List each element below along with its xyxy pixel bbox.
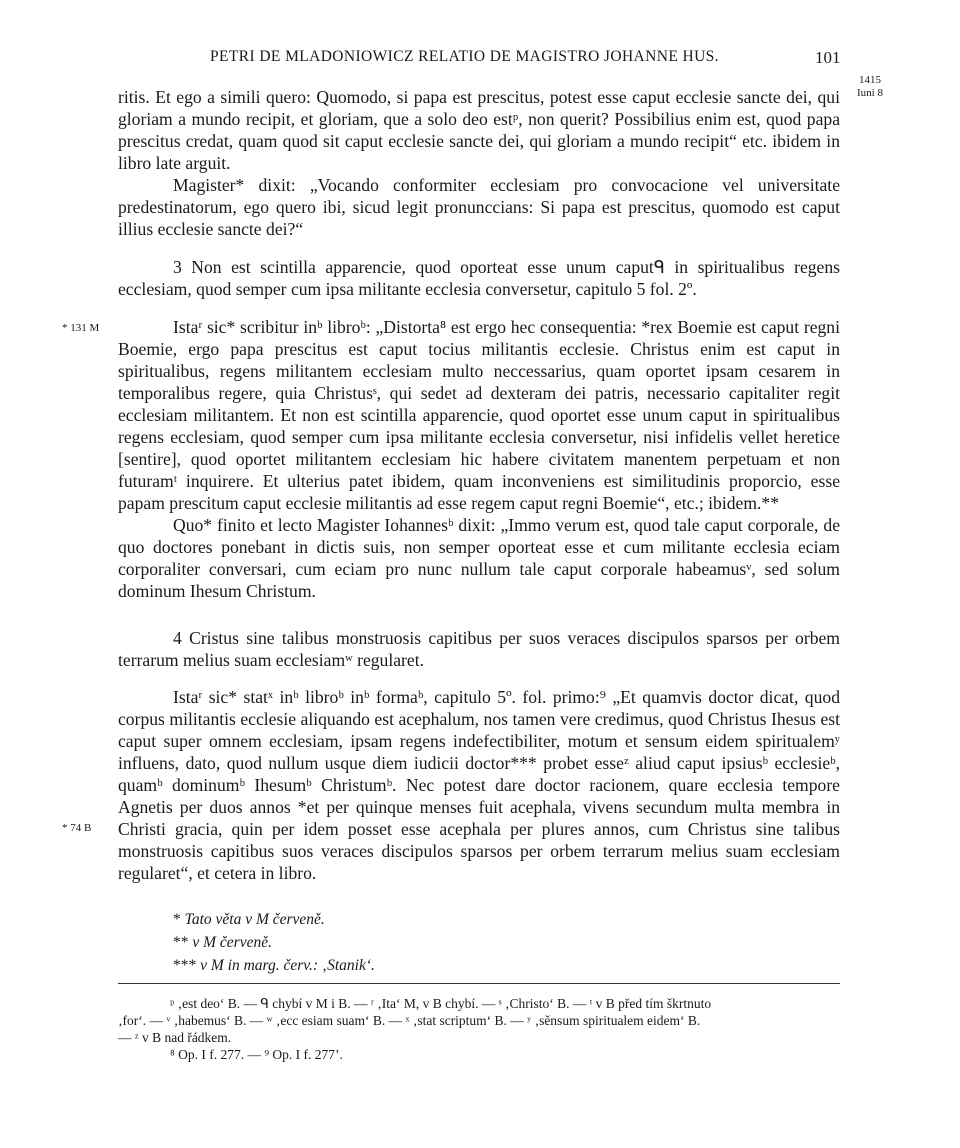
- margin-year: 1415: [858, 74, 881, 86]
- star-note-3: [173, 954, 375, 977]
- star-mark: **: [173, 934, 189, 951]
- star-note-1: [173, 908, 375, 931]
- star-note-text: v M in marg. červ.: ‚Stanik‘.: [200, 957, 375, 974]
- article-heading: 4 Cristus sine talibus monstruosis capitibus per suos veraces discipulos sparsos per orbem terrarum melius suam ecclesiamʷ regularet.: [118, 628, 840, 670]
- margin-date: Iuni 8: [857, 87, 883, 99]
- paragraph-3: [118, 316, 840, 602]
- star-note-text: Tato věta v M červeně.: [184, 911, 325, 928]
- paragraph-text: Istaʳ sic* scribitur inᵇ libroᵇ: „Distorta⁸ est ergo hec consequentia: *rex Boemie est caput regni Boemie, ergo papa prescitus est caput tocius militantis ecclesie. Christus enim est caput in spiritualibus, regens militantem ecclesiam multo neccessarius, quam oportet ipsam cesarem in temporalibus regere, quia Christusˢ, qui sedet ad dexteram dei patris, necessario capitaliter regit ecclesiam militantem. Et non est scintilla apparencie, quod oportet esse unum caput in spiritualibus regens ecclesiam, quod semper cum ipsa militante ecclesia conversetur, nisi infidelis vellet heretice [sentire], quod oportet militantem ecclesiam hic habere civitatem manentem perpetuam et non futuramᵗ inquirere. Et ulterius patet ibidem, quam inconveniens est similitudinis proporcio, esse papam prescitum caput ecclesie militantis ad esse regem caput regni Boemie“, etc.; ibidem.**: [118, 317, 840, 513]
- star-notes: [173, 908, 375, 977]
- paragraph-text: Istaʳ sic* statˣ inᵇ libroᵇ inᵇ formaᵇ, capitulo 5º. fol. primo:⁹ „Et quamvis doctor dicat, quod corpus militantis ecclesie aliquando est acephalum, nos tamen vere credimus, quod Christus Ihesus est caput super omnem ecclesiam, ipsam regens indefectibiliter, motum et sensum eidem spiritualemʸ influens, dato, quod nullum usque diem iudicii doctor*** probet esseᶻ aliud caput ipsiusᵇ ecclesieᵇ, quamᵇ dominumᵇ Ihesumᵇ Christumᵇ. Nec potest dare doctor racionem, quare ecclesia tempore Agnetis per duos annos *et per quinque menses fuit acephala, vivens secundum multa membra in Christi gracia, quin per idem posset esse acephala per plures annos, cum Christus sine talibus monstruosis capitibus suos veraces discipulos sparsos per orbem terrarum melius suam ecclesiam regularet“, et cetera in libro.: [118, 687, 840, 883]
- footnote-line: ⁸ Op. I f. 277. — ⁹ Op. I f. 277’.: [170, 1047, 343, 1062]
- paragraph-text: ritis. Et ego a simili quero: Quomodo, si papa est prescitus, potest esse caput ecclesie sancte dei, qui gloriam a mundo recipit, et gloriam, que a solo deo estᵖ, non querit? Possibilius enim est, quod papa prescitus credat, quam quod sit caput ecclesie sancte dei, qui gloriam a mundo recipit“ etc. ibidem in libro late arguit.: [118, 87, 840, 173]
- article-heading: 3 Non est scintilla apparencie, quod oporteat esse unum caputᑫ in spiritualibus regens ecclesiam, quod semper cum ipsa militante ecclesia conversetur, capitulo 5 fol. 2º.: [118, 257, 840, 299]
- footnotes: [118, 995, 840, 1063]
- page-number: 101: [815, 48, 841, 67]
- star-note-2: [173, 931, 375, 954]
- paragraph-text: Quo* finito et lecto Magister Iohannesᵇ dixit: „Immo verum est, quod tale caput corporale, de quo doctores ponebant in dictis suis, non semper oporteat esse et cum militante ecclesia eciam corporaliter conversari, cum eciam pro nunc nullum tale caput corporale habeamusᵛ, sed solum dominum Ihesum Christum.: [118, 515, 840, 601]
- footnote-line: ‚for‘. — ᵛ ‚habemus‘ B. — ʷ ‚ecc esiam suam‘ B. — ˣ ‚stat scriptum‘ B. — ʸ ‚sěnsum spiritualem eidem‘ B.: [118, 1013, 701, 1028]
- margin-date-note: [857, 74, 883, 100]
- star-mark: ***: [173, 957, 197, 974]
- margin-ref-m: * 131 M: [62, 322, 100, 334]
- paragraph-text: Magister* dixit: „Vocando conformiter ecclesiam pro convocacione vel universitate predestinatorum, ego quero ibi, sicud legit pronunccians: Si papa est prescitus, quomodo est caput illius ecclesie sancte dei?“: [118, 175, 840, 239]
- star-note-text: v M červeně.: [192, 934, 272, 951]
- running-title: PETRI DE MLADONIOWICZ RELATIO DE MAGISTRO JOHANNE HUS.: [210, 48, 719, 65]
- footnote-line: ᵖ ‚est deo‘ B. — ᑫ chybí v M i B. — ʳ ‚Ita‘ M, v B chybí. — ˢ ‚Christo‘ B. — ᵗ v B před tím škrtnuto: [170, 996, 712, 1011]
- article-4: [118, 627, 840, 671]
- paragraph-5: [118, 686, 840, 884]
- article-3: [118, 256, 840, 300]
- paragraph-1: [118, 86, 840, 240]
- margin-ref-b: * 74 B: [62, 822, 92, 834]
- footnote-divider: [118, 983, 840, 984]
- star-mark: *: [173, 911, 181, 928]
- footnote-line: — ᶻ v B nad řádkem.: [118, 1030, 232, 1045]
